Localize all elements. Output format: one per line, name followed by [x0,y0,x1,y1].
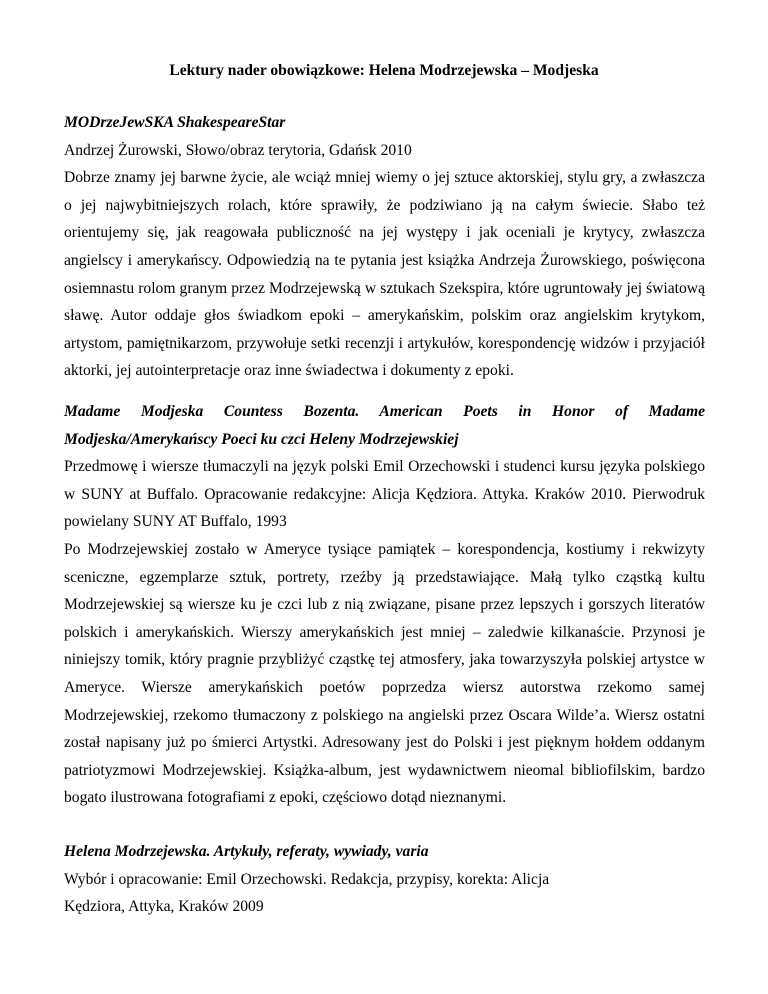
book-publication-info-line-2: Kędziora, Attyka, Kraków 2009 [64,898,264,916]
book-entry-1 [64,109,705,385]
book-publication-info: Andrzej Żurowski, Słowo/obraz terytoria, Gdańsk 2010 [64,141,412,159]
page-title: Lektury nader obowiązkowe: Helena Modrzejewska – Modjeska [169,62,599,79]
book-publication-info: Przedmowę i wiersze tłumaczyli na język polski Emil Orzechowski i studenci kursu języka polskiego w SUNY at Buffalo. Opracowanie redakcyjne: Alicja Kędziora. Attyka. Kraków 2010. Pierwodruk powielany SUNY AT Buffalo, 1993 [64,458,705,531]
book-title: Madame Modjeska Countess Bozenta. American Poets in Honor of Madame Modjeska/Amerykańscy Poeci ku czci Heleny Modrzejewskiej [64,403,705,448]
book-description: Po Modrzejewskiej zostało w Ameryce tysiące pamiątek – korespondencja, kostiumy i rekwizyty sceniczne, egzemplarze sztuk, portrety, rzeźby ją przedstawiające. Małą tylko cząstką kultu Modrzejewskiej są wiersze ku je czci lub z nią związane, pisane przez lepszych i gorszych literatów polskich i amerykańskich. Wierszy amerykańskich jest mniej – zaledwie kilkanaście. Przynosi je niniejszy tomik, który pragnie przybliżyć cząstkę tej atmosfery, jaka towarzyszyła polskiej artystce w Ameryce. Wiersze amerykańskich poetów poprzedza wiersz autorstwa rzekomo samej Modrzejewskiej, rzekomo tłumaczony z polskiego na angielski przez Oscara Wilde’a. Wiersz ostatni został napisany już po śmierci Artystki. Adresowany jest do Polski i jest pięknym hołdem oddanym patriotyzmowi Modrzejewskiej. Książka-album, jest wydawnictwem nieomal bibliofilskim, bardzo bogato ilustrowana fotografiami z epoki, częściowo dotąd nieznanymi. [64,540,705,807]
book-title: MODrzeJewSKA ShakespeareStar [64,114,286,131]
book-description: Dobrze znamy jej barwne życie, ale wciąż mniej wiemy o jej sztuce aktorskiej, stylu gry, a zwłaszcza o jej najwybitniejszych rolach, które sprawiły, że podziwiano ją na całym świecie. Słabo też orientujemy się, jak reagowała publiczność na jej występy i jak oceniali je krytycy, zwłaszcza angielscy i amerykańscy. Odpowiedzią na te pytania jest książka Andrzeja Żurowskiego, poświęcona osiemnastu rolom granym przez Modrzejewską w sztukach Szekspira, które ugruntowały jej światową sławę. Autor oddaje głos świadkom epoki – amerykańskim, polskim oraz angielskim krytykom, artystom, pamiętnikarzom, przywołuje setki recenzji i artykułów, korespondencję widzów i przyjaciół aktorki, jej autointerpretacje oraz inne świadectwa i dokumenty z epoki. [64,169,705,380]
book-publication-info-line-1: Wybór i opracowanie: Emil Orzechowski. Redakcja, przypisy, korekta: Alicja [64,870,550,888]
book-title: Helena Modrzejewska. Artykuły, referaty, wywiady, varia [64,843,429,860]
book-entry-2 [64,398,705,812]
book-entry-3 [64,838,705,921]
